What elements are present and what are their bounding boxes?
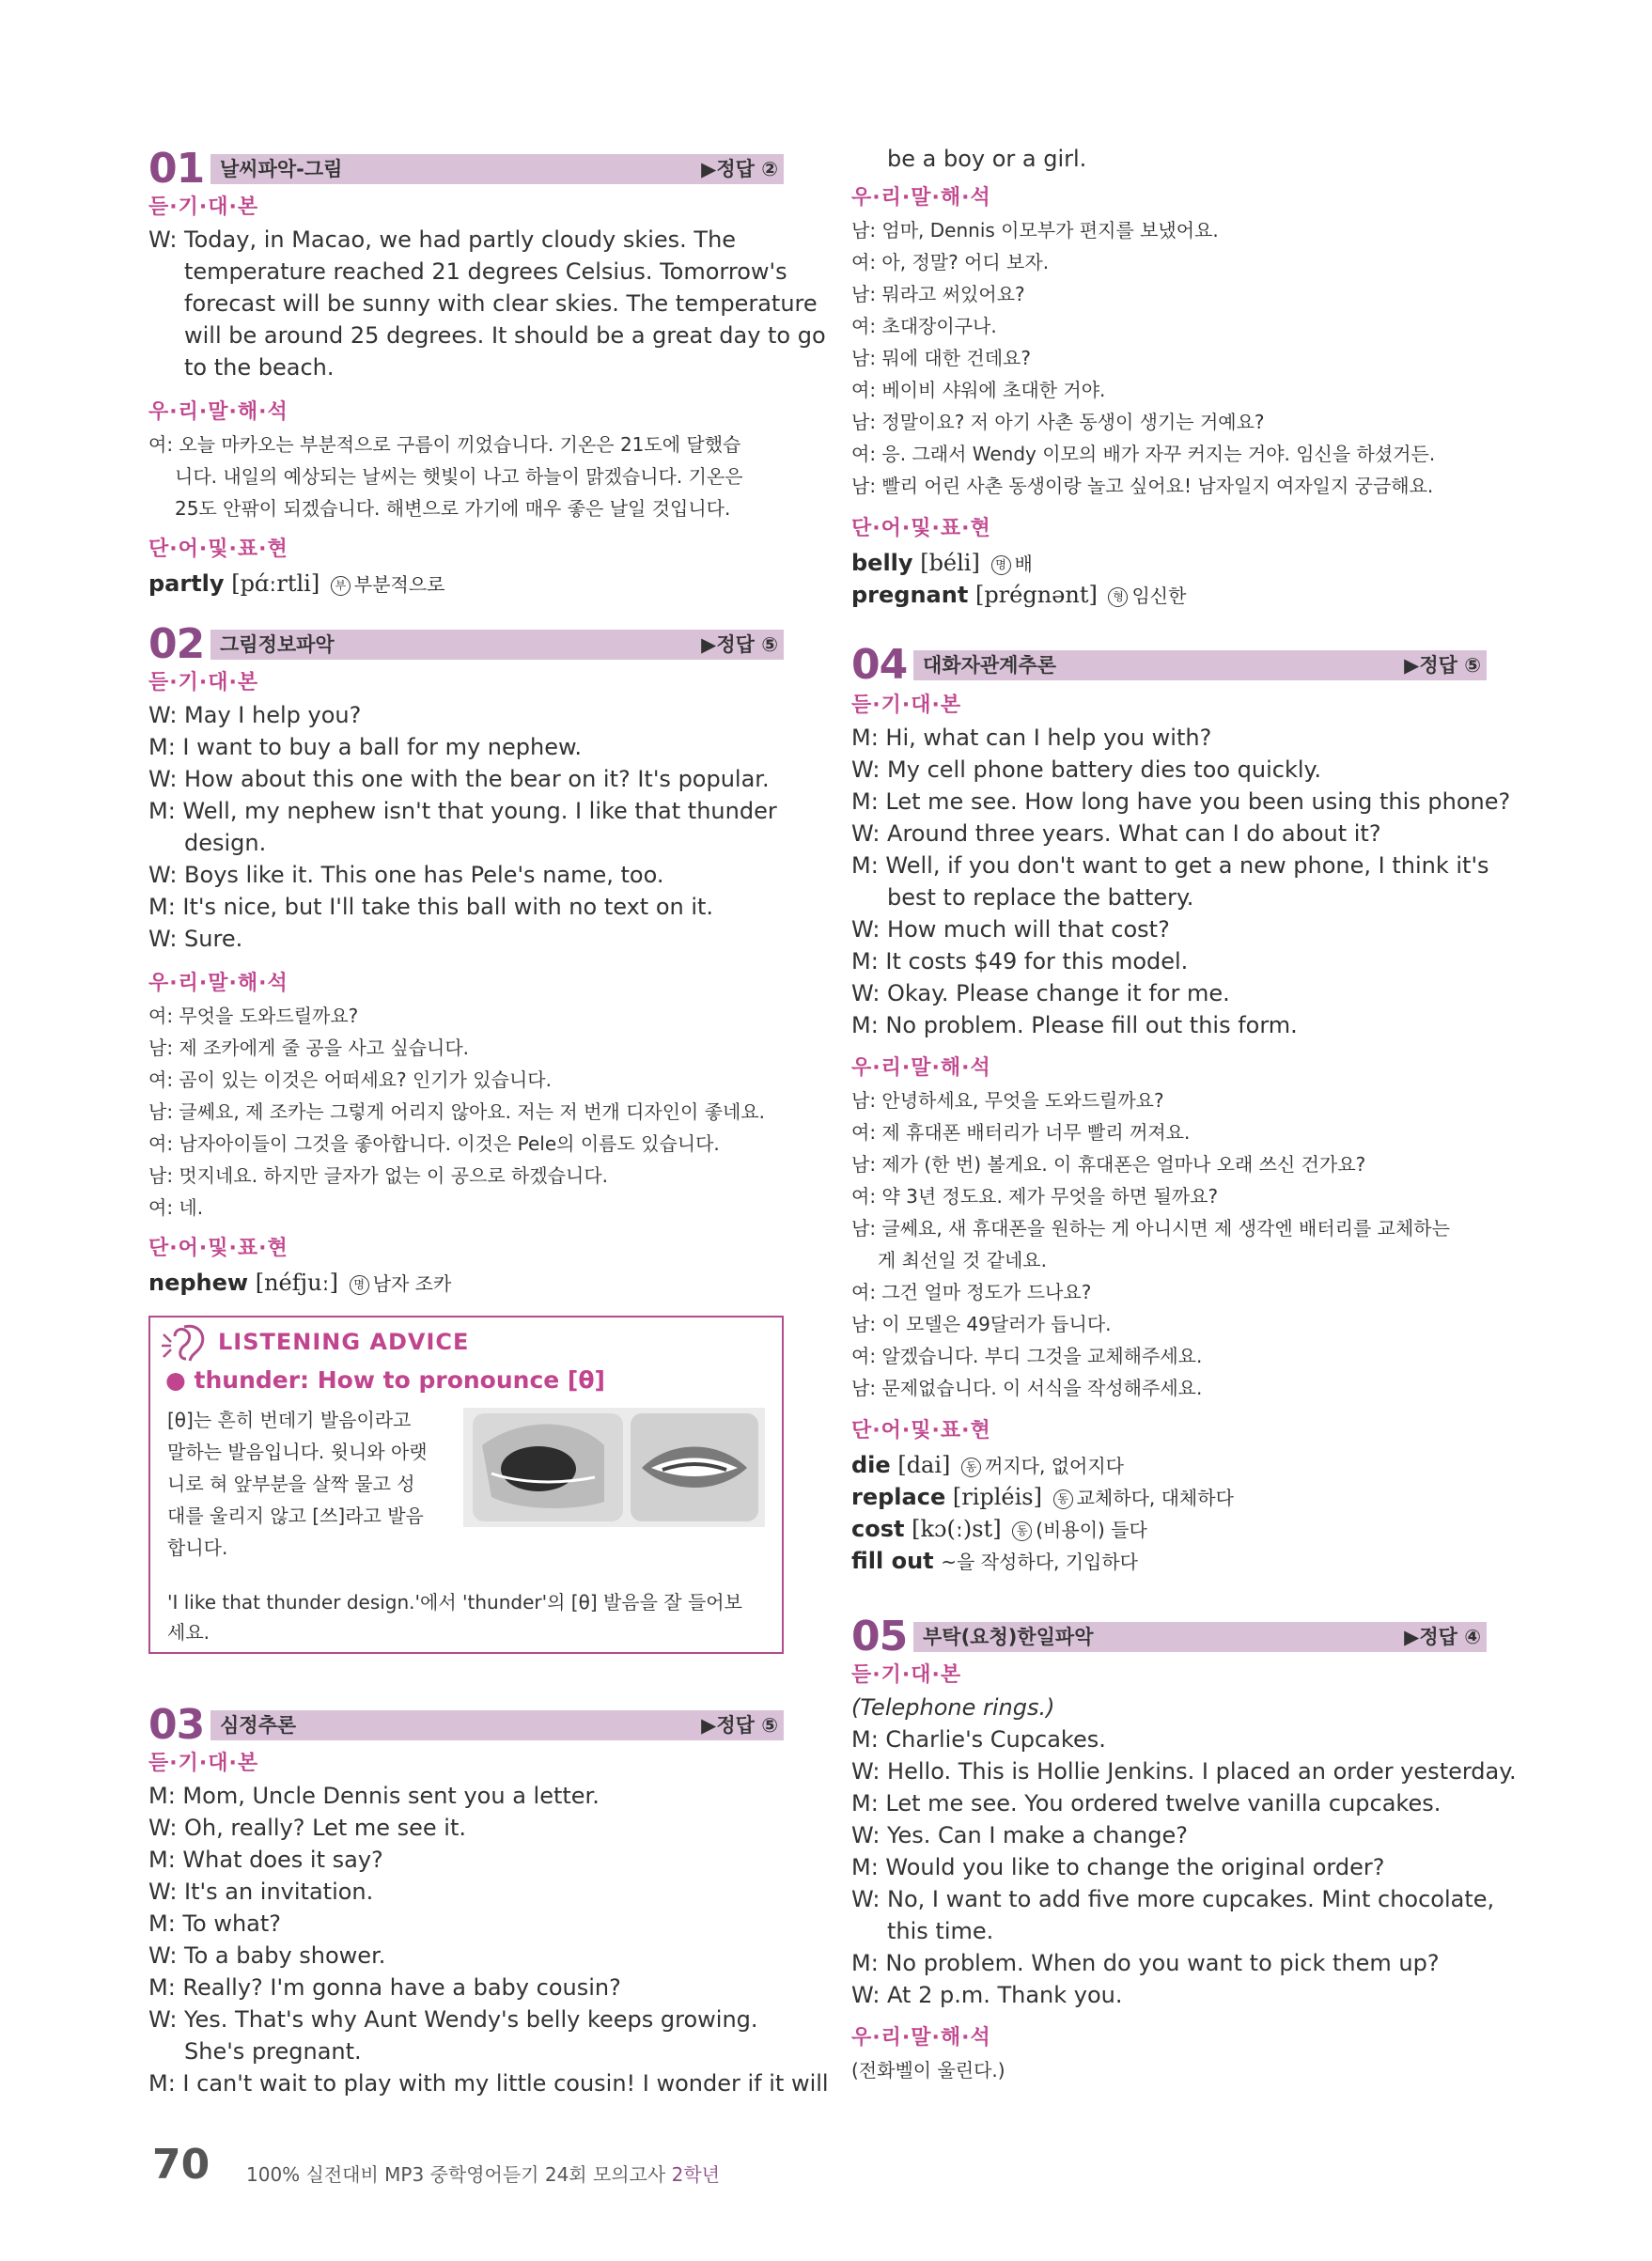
part-of-speech-badge: 동: [1053, 1489, 1073, 1509]
script-label: 듣·기·대·본: [148, 1752, 259, 1775]
vocab-entry: [148, 568, 444, 600]
vocab-word: belly: [851, 550, 913, 576]
script-line: W: Sure.: [148, 926, 243, 952]
script-line: M: Charlie's Cupcakes.: [851, 1726, 1106, 1753]
script-line: design.: [184, 830, 267, 856]
script-line: M: Well, my nephew isn't that young. I like that thunder: [148, 798, 777, 824]
section-03-header: [148, 1701, 784, 1749]
script-line: M: Hi, what can I help you with?: [851, 725, 1212, 751]
translation-line: 남: 뭐라고 써있어요?: [851, 283, 1025, 305]
advice-text-line: 니로 혀 앞부분을 살짝 물고 성: [167, 1473, 415, 1495]
vocab-phonetic: [dai]: [897, 1452, 951, 1478]
translation-line: 니다. 내일의 예상되는 날씨는 햇빛이 나고 하늘이 맑겠습니다. 기온은: [175, 465, 743, 488]
translation-line: 남: 빨리 어린 사촌 동생이랑 놀고 싶어요! 남자일지 여자일지 궁금해요.: [851, 475, 1434, 497]
vocab-label: 단·어·및·표·현: [851, 1419, 991, 1442]
translation-line: 남: 엄마, Dennis 이모부가 편지를 보냈어요.: [851, 219, 1219, 242]
part-of-speech-badge: 명: [350, 1275, 369, 1295]
translation-line: 남: 뭐에 대한 건데요?: [851, 347, 1031, 369]
translation-label: 우·리·말·해·석: [851, 2026, 991, 2050]
translation-line: 남: 이 모델은 49달러가 듭니다.: [851, 1313, 1112, 1335]
vocab-word: partly: [148, 570, 225, 597]
part-of-speech-badge: 부: [331, 576, 351, 596]
part-of-speech-badge: 동: [1012, 1521, 1032, 1541]
vocab-word: die: [851, 1452, 891, 1478]
script-line: M: Really? I'm gonna have a baby cousin?: [148, 1974, 621, 2001]
translation-line: 남: 정말이요? 저 아기 사촌 동생이 생기는 거예요?: [851, 411, 1265, 433]
vocab-phonetic: [ripléis]: [952, 1484, 1042, 1510]
vocab-word: fill out: [851, 1548, 934, 1574]
translation-label: 우·리·말·해·석: [148, 400, 288, 424]
advice-text-line: 합니다.: [167, 1536, 228, 1559]
translation-line: 여: 네.: [148, 1196, 204, 1219]
section-topic: 대화자관계추론: [923, 654, 1057, 677]
script-line: best to replace the battery.: [887, 884, 1194, 911]
vocab-entry: [851, 579, 1186, 612]
script-line: W: No, I want to add five more cupcakes. Mint chocolate,: [851, 1886, 1495, 1912]
translation-line: 여: 베이비 샤워에 초대한 거야.: [851, 379, 1106, 401]
script-line: M: What does it say?: [148, 1847, 383, 1873]
script-line: to the beach.: [184, 354, 335, 381]
vocab-phonetic: [néfjuː]: [255, 1270, 338, 1296]
advice-topic: ● thunder: How to pronounce [θ]: [165, 1366, 605, 1394]
script-label: 듣·기·대·본: [148, 195, 259, 219]
translation-line: 여: 초대장이구나.: [851, 315, 997, 337]
section-topic-bar: [210, 1710, 784, 1740]
ear-icon: [158, 1321, 214, 1364]
vocab-meaning: 꺼지다, 없어지다: [985, 1455, 1125, 1477]
advice-text-line: 말하는 발음입니다. 윗니와 아랫: [167, 1441, 428, 1463]
vocab-word: nephew: [148, 1270, 249, 1296]
translation-line: (전화벨이 울린다.): [851, 2059, 1005, 2082]
footer-grade: 2학년: [671, 2163, 720, 2186]
translation-line: 여: 알겠습니다. 부디 그것을 교체해주세요.: [851, 1345, 1203, 1367]
vocab-meaning: (비용이) 들다: [1036, 1519, 1147, 1541]
vocab-entry: [851, 547, 1033, 580]
script-line: forecast will be sunny with clear skies. The temperature: [184, 290, 818, 317]
vocab-entry: [851, 1513, 1147, 1546]
script-line: M: Let me see. How long have you been using this phone?: [851, 788, 1511, 815]
translation-line: 남: 글쎄요, 제 조카는 그렇게 어리지 않아요. 저는 저 번개 디자인이 좋네요.: [148, 1100, 766, 1123]
translation-line: 남: 안녕하세요, 무엇을 도와드릴까요?: [851, 1089, 1164, 1112]
advice-note-line: 'I like that thunder design.'에서 'thunder'의 [θ] 발음을 잘 들어보: [167, 1591, 742, 1614]
script-line: M: No problem. When do you want to pick them up?: [851, 1950, 1440, 1976]
vocab-phonetic: [pɑ́ːrtli]: [231, 570, 320, 597]
page-number: 70: [152, 2141, 210, 2189]
vocab-label: 단·어·및·표·현: [148, 1237, 288, 1260]
translation-line: 여: 응. 그래서 Wendy 이모의 배가 자꾸 커지는 거야. 임신을 하셨거든.: [851, 443, 1436, 465]
section-01-header: [148, 145, 784, 193]
answer-label: ▶정답 ⑤: [1404, 654, 1481, 677]
vocab-label: 단·어·및·표·현: [148, 538, 288, 561]
translation-line: 여: 오늘 마카오는 부분적으로 구름이 끼었습니다. 기온은 21도에 달했습: [148, 433, 741, 456]
vocab-word: cost: [851, 1516, 905, 1542]
script-line: temperature reached 21 degrees Celsius. Tomorrow's: [184, 258, 787, 285]
script-line: W: How about this one with the bear on it? It's popular.: [148, 766, 770, 792]
vocab-word: pregnant: [851, 582, 969, 608]
script-line: W: Around three years. What can I do about it?: [851, 820, 1381, 847]
script-label: 듣·기·대·본: [148, 671, 259, 694]
translation-line: 여: 곰이 있는 이것은 어떠세요? 인기가 있습니다.: [148, 1068, 552, 1091]
vocab-meaning: 부분적으로: [353, 573, 445, 596]
vocab-entry: [851, 1481, 1234, 1514]
translation-line: 남: 문제없습니다. 이 서식을 작성해주세요.: [851, 1377, 1203, 1399]
translation-line: 남: 제가 (한 번) 볼게요. 이 휴대폰은 얼마나 오래 쓰신 건가요?: [851, 1153, 1366, 1176]
script-line: W: Okay. Please change it for me.: [851, 980, 1230, 1006]
translation-line: 여: 아, 정말? 어디 보자.: [851, 251, 1050, 273]
vocab-meaning: 임신한: [1131, 585, 1187, 607]
script-line: She's pregnant.: [184, 2038, 362, 2065]
translation-line: 남: 글쎄요, 새 휴대폰을 원하는 게 아니시면 제 생각엔 배터리를 교체하는: [851, 1217, 1450, 1240]
script-line: M: Let me see. You ordered twelve vanilla cupcakes.: [851, 1790, 1442, 1817]
answer-label: ▶정답 ⑤: [701, 633, 778, 656]
translation-line: 여: 무엇을 도와드릴까요?: [148, 1005, 359, 1027]
vocab-meaning: ~을 작성하다, 기입하다: [941, 1551, 1139, 1573]
section-topic: 부탁(요청)한일파악: [923, 1626, 1094, 1648]
section-topic-bar: [210, 154, 784, 184]
part-of-speech-badge: 명: [991, 555, 1011, 575]
script-line: M: I want to buy a ball for my nephew.: [148, 734, 583, 760]
translation-label: 우·리·말·해·석: [851, 1056, 991, 1080]
script-line: W: Hello. This is Hollie Jenkins. I placed an order yesterday.: [851, 1758, 1517, 1785]
script-line: W: To a baby shower.: [148, 1942, 386, 1969]
script-line: W: At 2 p.m. Thank you.: [851, 1982, 1123, 2008]
footer-title-text: 100% 실전대비 MP3 중학영어듣기 24회 모의고사: [246, 2163, 672, 2186]
vocab-phonetic: [kɔ(ː)st]: [912, 1516, 1002, 1542]
translation-line: 25도 안팎이 되겠습니다. 해변으로 가기에 매우 좋은 날일 것입니다.: [175, 497, 731, 520]
answer-label: ▶정답 ⑤: [701, 1714, 778, 1737]
script-line: W: My cell phone battery dies too quickly.: [851, 756, 1321, 783]
advice-text-line: 대를 울리지 않고 [쓰]라고 발음: [167, 1505, 424, 1527]
section-number: 02: [148, 620, 205, 668]
vocab-meaning: 배: [1014, 553, 1033, 575]
translation-line: 남: 멋지네요. 하지만 글자가 없는 이 공으로 하겠습니다.: [148, 1164, 608, 1187]
vocab-meaning: 남자 조카: [372, 1272, 452, 1295]
listening-advice-box: [148, 1316, 784, 1654]
section-05-header: [851, 1613, 1487, 1661]
script-line: W: Today, in Macao, we had partly cloudy skies. The: [148, 226, 737, 253]
script-line: M: Mom, Uncle Dennis sent you a letter.: [148, 1783, 600, 1809]
script-line: will be around 25 degrees. It should be a great day to go: [184, 322, 826, 349]
vocab-entry: [851, 1449, 1124, 1482]
section-02-header: [148, 620, 784, 668]
mouth-diagram: [463, 1408, 765, 1527]
vocab-phonetic: [prégnənt]: [974, 582, 1098, 608]
translation-line: 여: 약 3년 정도요. 제가 무엇을 하면 될까요?: [851, 1185, 1219, 1208]
section-topic-bar: [913, 1622, 1487, 1652]
section-topic: 그림정보파악: [220, 633, 335, 656]
translation-line: 남: 제 조카에게 줄 공을 사고 싶습니다.: [148, 1037, 470, 1059]
section-topic-bar: [210, 630, 784, 660]
section-topic-bar: [913, 650, 1487, 680]
vocab-word: replace: [851, 1484, 946, 1510]
script-line: M: It costs $49 for this model.: [851, 948, 1189, 975]
section-topic: 날씨파악-그림: [220, 158, 343, 180]
section-topic: 심정추론: [220, 1714, 297, 1737]
pronunciation-illustration: [463, 1408, 765, 1527]
translation-label: 우·리·말·해·석: [148, 972, 288, 995]
script-line: M: To what?: [148, 1910, 282, 1937]
vocab-phonetic: [béli]: [920, 550, 980, 576]
part-of-speech-badge: 동: [961, 1458, 981, 1477]
script-line: (Telephone rings.): [851, 1694, 1055, 1721]
script-line: W: Yes. That's why Aunt Wendy's belly keeps growing.: [148, 2006, 758, 2033]
script-line: W: How much will that cost?: [851, 916, 1170, 943]
part-of-speech-badge: 형: [1108, 587, 1128, 607]
advice-note-line: 세요.: [167, 1621, 210, 1644]
script-line: W: Oh, really? Let me see it.: [148, 1815, 467, 1841]
script-line: M: Well, if you don't want to get a new phone, I think it's: [851, 852, 1489, 879]
translation-line: 여: 남자아이들이 그것을 좋아합니다. 이것은 Pele의 이름도 있습니다.: [148, 1132, 720, 1155]
script-label: 듣·기·대·본: [851, 1663, 962, 1687]
section-number: 05: [851, 1613, 908, 1661]
translation-label: 우·리·말·해·석: [851, 186, 991, 210]
script-label: 듣·기·대·본: [851, 694, 962, 717]
vocab-entry: [851, 1545, 1138, 1578]
translation-line: 여: 제 휴대폰 배터리가 너무 빨리 꺼져요.: [851, 1121, 1191, 1144]
advice-text-line: [θ]는 흔히 번데기 발음이라고: [167, 1409, 412, 1431]
vocab-label: 단·어·및·표·현: [851, 517, 991, 540]
script-line: be a boy or a girl.: [887, 146, 1087, 172]
section-number: 01: [148, 145, 205, 193]
section-number: 03: [148, 1701, 205, 1749]
translation-line: 여: 그건 얼마 정도가 드나요?: [851, 1281, 1092, 1303]
vocab-meaning: 교체하다, 대체하다: [1076, 1487, 1234, 1509]
footer-book-title: [246, 2160, 720, 2187]
script-line: M: No problem. Please fill out this form.: [851, 1012, 1298, 1038]
vocab-entry: [148, 1267, 451, 1300]
script-line: this time.: [887, 1918, 994, 1944]
advice-title: LISTENING ADVICE: [218, 1329, 470, 1355]
answer-label: ▶정답 ②: [701, 158, 778, 180]
script-line: W: It's an invitation.: [148, 1879, 374, 1905]
script-line: W: May I help you?: [148, 702, 362, 728]
script-line: M: It's nice, but I'll take this ball with no text on it.: [148, 894, 714, 920]
script-line: W: Boys like it. This one has Pele's name, too.: [148, 862, 664, 888]
script-line: M: Would you like to change the original order?: [851, 1854, 1385, 1880]
answer-label: ▶정답 ④: [1404, 1626, 1481, 1648]
translation-line: 게 최선일 것 같네요.: [878, 1249, 1047, 1271]
section-number: 04: [851, 641, 908, 689]
script-line: M: I can't wait to play with my little cousin! I wonder if it will: [148, 2070, 829, 2097]
script-line: W: Yes. Can I make a change?: [851, 1822, 1188, 1848]
section-04-header: [851, 641, 1487, 689]
